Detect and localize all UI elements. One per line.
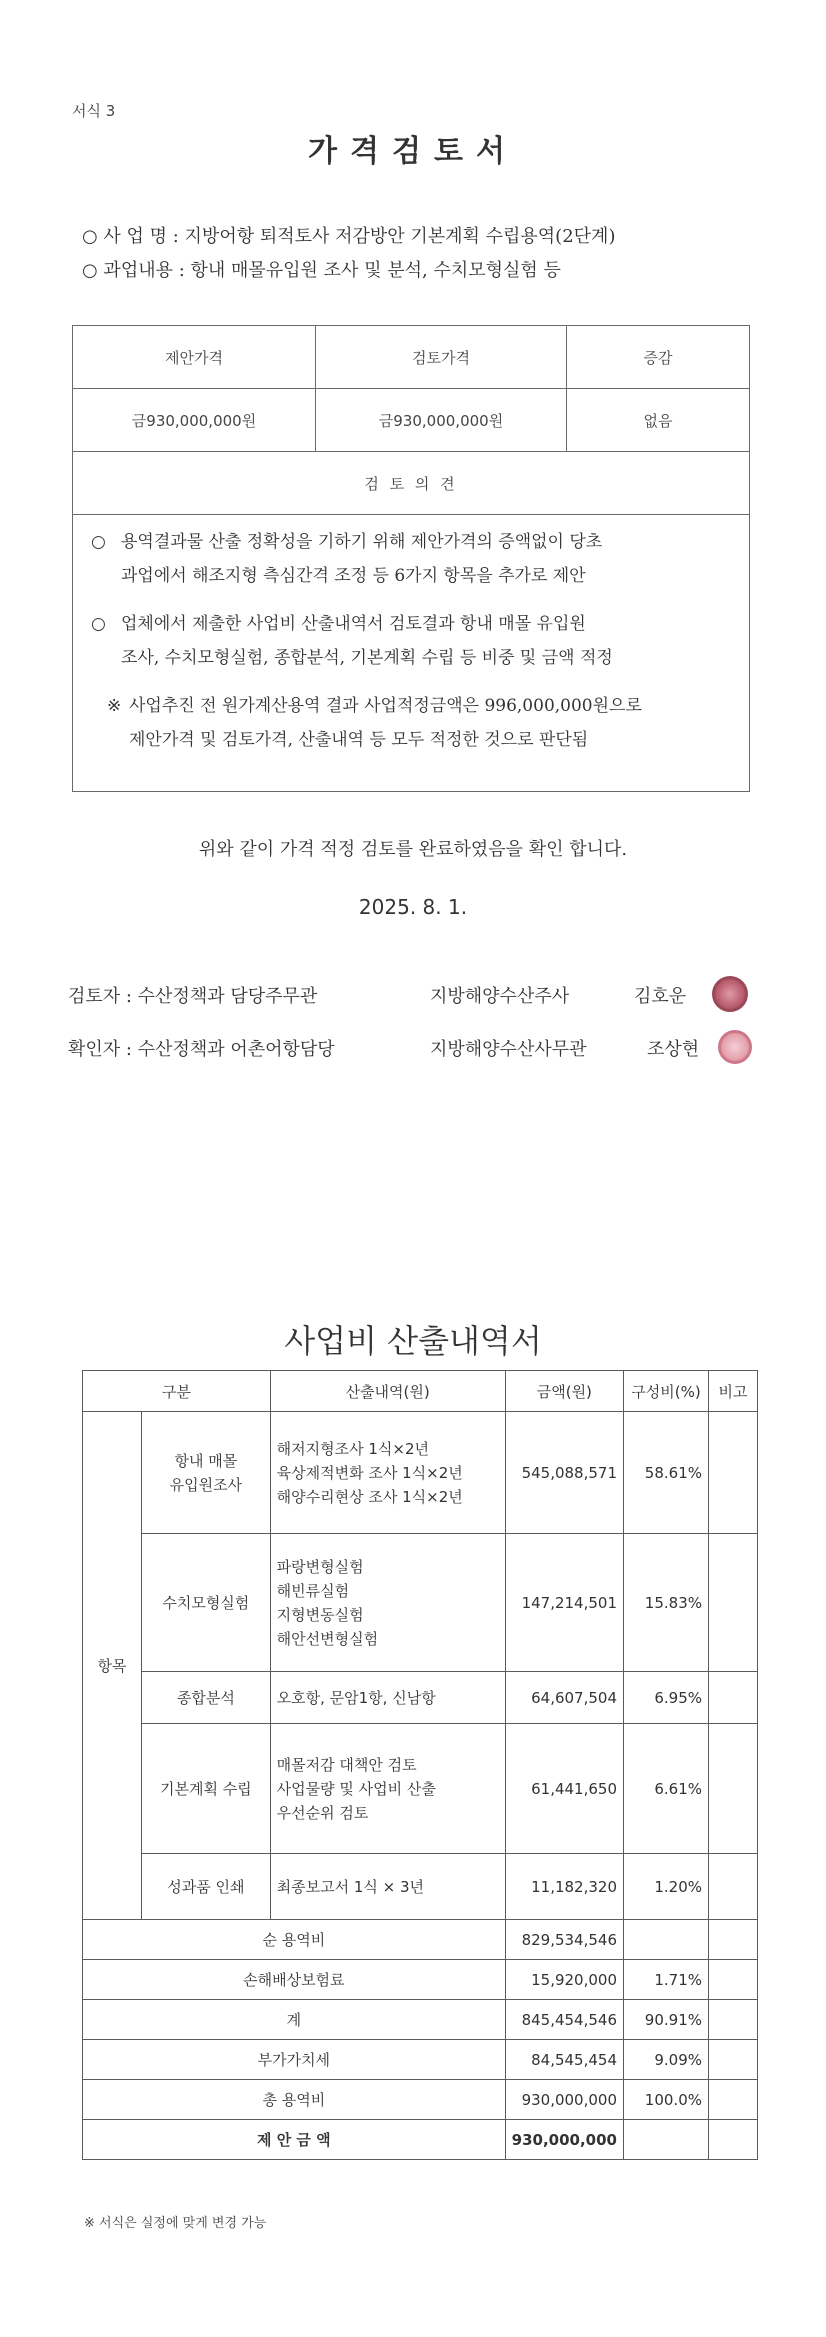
project-content-line: ○ 과업내용 : 항내 매몰유입원 조사 및 분석, 수치모형실험 등 [82,260,561,281]
total-ratio: 9.09% [624,2040,709,2080]
page-title: 가격검토서 [308,134,518,169]
header-change: 증감 [567,326,750,389]
reviewer-name: 김호운 [634,986,687,1007]
opinion-header: 검 토 의 견 [73,452,750,515]
confirmer-seal-icon [718,1030,752,1064]
reference-mark-icon: ※ [107,696,122,716]
item-ratio: 1.20% [624,1854,709,1920]
opinion-line: 용역결과물 산출 정확성을 기하기 위해 제안가격의 증액없이 당초 [121,532,603,552]
total-note [709,2120,758,2160]
item-note [709,1412,758,1534]
group-label: 항목 [83,1412,142,1920]
item-detail: 오호항, 문암1항, 신남항 [270,1672,505,1724]
item-amount: 64,607,504 [505,1672,623,1724]
proposal-amount: 930,000,000 [505,2120,623,2160]
item-amount: 545,088,571 [505,1412,623,1534]
proposal-amount-label: 제 안 금 액 [83,2120,506,2160]
total-ratio [624,2120,709,2160]
confirmer-label: 확인자 : 수산정책과 어촌어항담당 [68,1039,335,1060]
item-name: 항내 매몰 [174,1451,238,1470]
total-note [709,2040,758,2080]
total-label: 총 용역비 [83,2080,506,2120]
item-name: 수치모형실험 [142,1534,271,1672]
total-ratio: 100.0% [624,2080,709,2120]
item-name-cell [142,1412,271,1534]
item-amount: 61,441,650 [505,1724,623,1854]
item-ratio: 6.95% [624,1672,709,1724]
item-name: 유입원조사 [169,1475,243,1494]
opinion-line: 조사, 수치모형실험, 종합분석, 기본계획 수립 등 비중 및 금액 적정 [121,648,613,668]
item-note [709,1672,758,1724]
total-label: 손해배상보험료 [83,1960,506,2000]
opinion-body [73,515,750,792]
total-note [709,1960,758,2000]
item-amount: 147,214,501 [505,1534,623,1672]
total-note [709,2000,758,2040]
item-detail: 우선순위 검토 [276,1803,369,1822]
value-change: 없음 [567,389,750,452]
item-detail: 사업물량 및 사업비 산출 [276,1779,436,1798]
reviewer-label: 검토자 : 수산정책과 담당주무관 [68,986,318,1007]
price-review-table [72,325,750,792]
breakdown-table [82,1370,758,2160]
header-note: 비고 [709,1371,758,1412]
opinion-line: 과업에서 해조지형 측심간격 조정 등 6가지 항목을 추가로 제안 [121,566,586,586]
circle-bullet-icon: ○ [91,532,106,552]
opinion-item [73,525,749,593]
total-label: 순 용역비 [83,1920,506,1960]
total-amount: 15,920,000 [505,1960,623,2000]
confirmer-position: 지방해양수산사무관 [430,1039,587,1060]
opinion-line: 사업추진 전 원가계산용역 결과 사업적정금액은 996,000,000원으로 [129,696,642,716]
item-amount: 11,182,320 [505,1854,623,1920]
header-proposed-price: 제안가격 [73,326,316,389]
item-detail: 최종보고서 1식 × 3년 [270,1854,505,1920]
item-detail: 해안선변형실험 [276,1629,379,1648]
item-detail: 해저지형조사 1식×2년 [276,1439,430,1458]
value-proposed-price: 금930,000,000원 [73,389,316,452]
opinion-note [73,689,749,757]
circle-bullet-icon: ○ [91,614,106,634]
opinion-line: 업체에서 제출한 사업비 산출내역서 검토결과 항내 매몰 유입원 [121,614,586,634]
total-amount: 829,534,546 [505,1920,623,1960]
header-category: 구분 [83,1371,271,1412]
item-ratio: 15.83% [624,1534,709,1672]
form-number: 서식 3 [72,102,116,120]
confirmer-name: 조상현 [647,1039,700,1060]
item-note [709,1534,758,1672]
total-amount: 845,454,546 [505,2000,623,2040]
total-note [709,2080,758,2120]
item-detail: 해빈류실험 [276,1581,350,1600]
item-ratio: 6.61% [624,1724,709,1854]
item-detail-cell [270,1724,505,1854]
item-name: 성과품 인쇄 [142,1854,271,1920]
total-label: 계 [83,2000,506,2040]
item-detail: 육상제적변화 조사 1식×2년 [276,1463,463,1482]
reviewer-position: 지방해양수산주사 [430,986,570,1007]
item-detail: 해양수리현상 조사 1식×2년 [276,1487,463,1506]
total-ratio: 1.71% [624,1960,709,2000]
header-reviewed-price: 검토가격 [316,326,567,389]
item-ratio: 58.61% [624,1412,709,1534]
item-detail-cell [270,1412,505,1534]
item-detail-cell [270,1534,505,1672]
item-name: 종합분석 [142,1672,271,1724]
opinion-line: 제안가격 및 검토가격, 산출내역 등 모두 적정한 것으로 판단됨 [129,730,589,750]
breakdown-title: 사업비 산출내역서 [284,1322,542,1360]
item-detail: 매몰저감 대책안 검토 [276,1755,417,1774]
project-name-line: ○ 사 업 명 : 지방어항 퇴적토사 저감방안 기본계획 수립용역(2단계) [82,226,616,247]
opinion-item [73,607,749,675]
confirmation-text: 위와 같이 가격 적정 검토를 완료하였음을 확인 합니다. [198,839,628,860]
total-ratio [624,1920,709,1960]
item-detail: 지형변동실험 [276,1605,364,1624]
header-detail: 산출내역(원) [270,1371,505,1412]
item-name: 기본계획 수립 [142,1724,271,1854]
total-note [709,1920,758,1960]
footnote: ※ 서식은 실정에 맞게 변경 가능 [84,2216,267,2231]
item-note [709,1724,758,1854]
value-reviewed-price: 금930,000,000원 [316,389,567,452]
item-note [709,1854,758,1920]
reviewer-seal-icon [712,976,748,1012]
header-amount: 금액(원) [505,1371,623,1412]
total-ratio: 90.91% [624,2000,709,2040]
item-detail: 파랑변형실험 [276,1557,364,1576]
total-amount: 930,000,000 [505,2080,623,2120]
header-ratio: 구성비(%) [624,1371,709,1412]
total-label: 부가가치세 [83,2040,506,2080]
total-amount: 84,545,454 [505,2040,623,2080]
document-date: 2025. 8. 1. [358,895,468,919]
